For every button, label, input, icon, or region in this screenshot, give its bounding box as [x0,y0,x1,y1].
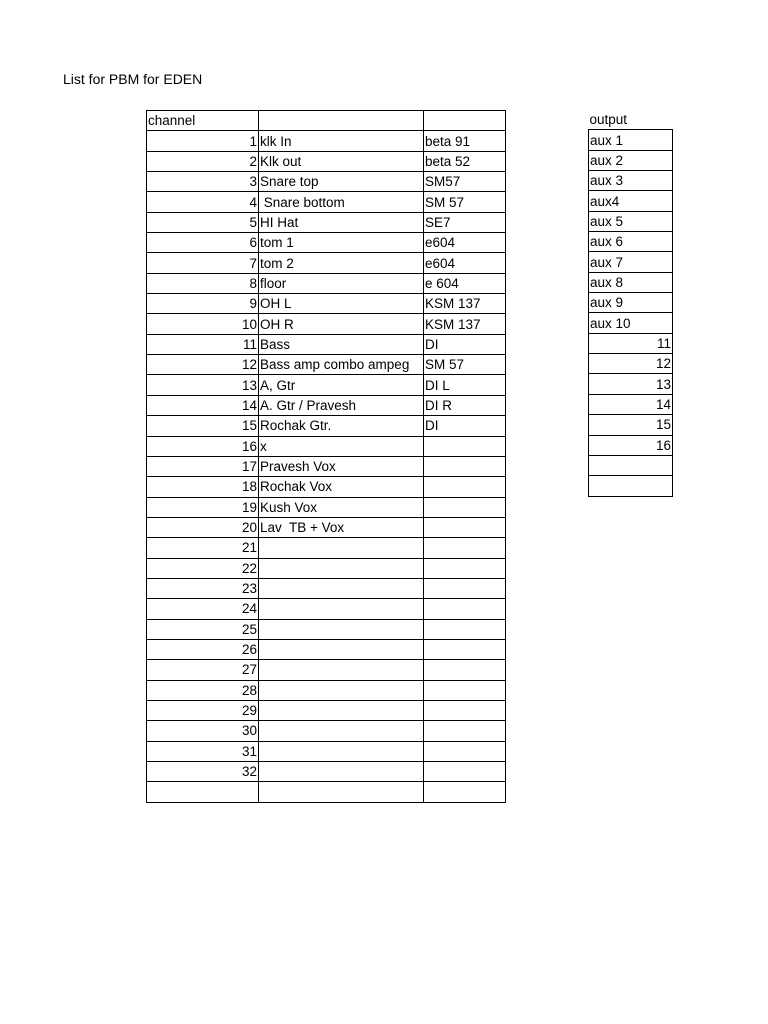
microphone-cell[interactable] [424,762,506,782]
instrument-cell[interactable]: Bass amp combo ampeg [259,355,424,375]
microphone-cell[interactable]: DI R [424,395,506,415]
output-cell[interactable]: aux 6 [589,232,673,252]
channel-number-cell[interactable]: 30 [147,721,259,741]
output-row [589,232,673,252]
channel-number-cell[interactable]: 11 [147,334,259,354]
output-cell[interactable]: aux 7 [589,252,673,272]
instrument-cell[interactable]: OH R [259,314,424,334]
output-table [588,110,673,497]
channel-number-cell[interactable]: 5 [147,212,259,232]
channel-row [147,192,506,212]
output-cell[interactable] [589,455,673,475]
output-cell[interactable]: aux 3 [589,171,673,191]
microphone-cell[interactable] [424,558,506,578]
channel-number-cell[interactable]: 19 [147,497,259,517]
channel-row [147,314,506,334]
channel-row [147,660,506,680]
microphone-cell[interactable]: beta 91 [424,131,506,151]
channel-row [147,599,506,619]
instrument-cell[interactable] [259,762,424,782]
channel-number-cell[interactable]: 18 [147,477,259,497]
channel-row [147,212,506,232]
output-row [589,435,673,455]
channel-row [147,517,506,537]
channel-row [147,334,506,354]
channel-number-cell[interactable]: 32 [147,762,259,782]
microphone-cell[interactable]: e 604 [424,273,506,293]
instrument-cell[interactable] [259,741,424,761]
channel-number-cell[interactable]: 26 [147,639,259,659]
instrument-cell[interactable]: floor [259,273,424,293]
channel-row [147,233,506,253]
microphone-cell[interactable] [424,619,506,639]
instrument-cell[interactable]: Kush Vox [259,497,424,517]
instrument-cell[interactable]: A. Gtr / Pravesh [259,395,424,415]
output-cell[interactable]: 14 [589,394,673,414]
channel-number-cell[interactable]: 29 [147,700,259,720]
channel-number-cell[interactable]: 2 [147,151,259,171]
channel-number-cell[interactable]: 7 [147,253,259,273]
output-header-row [589,110,673,130]
microphone-cell[interactable] [424,517,506,537]
instrument-cell[interactable] [259,619,424,639]
output-cell[interactable]: aux 1 [589,130,673,150]
instrument-cell[interactable] [259,721,424,741]
output-cell[interactable]: 16 [589,435,673,455]
microphone-cell[interactable] [424,578,506,598]
microphone-cell[interactable] [424,497,506,517]
instrument-cell[interactable]: klk In [259,131,424,151]
instrument-cell[interactable]: HI Hat [259,212,424,232]
output-row [589,272,673,292]
channel-row [147,375,506,395]
microphone-cell[interactable]: KSM 137 [424,314,506,334]
microphone-cell[interactable]: e604 [424,233,506,253]
microphone-cell[interactable] [424,436,506,456]
instrument-cell[interactable]: A, Gtr [259,375,424,395]
instrument-cell[interactable]: x [259,436,424,456]
instrument-cell[interactable]: Snare top [259,172,424,192]
microphone-cell[interactable]: SM 57 [424,192,506,212]
microphone-cell[interactable]: DI [424,334,506,354]
channel-number-cell[interactable]: 6 [147,233,259,253]
channel-row [147,782,506,802]
microphone-cell[interactable] [424,782,506,802]
document-title: List for PBM for EDEN [63,71,203,87]
output-cell[interactable]: aux 2 [589,150,673,170]
instrument-cell[interactable] [259,538,424,558]
channel-header-row [147,111,506,131]
microphone-cell[interactable] [424,477,506,497]
microphone-cell[interactable]: DI L [424,375,506,395]
channel-number-cell[interactable]: 13 [147,375,259,395]
channel-row [147,639,506,659]
output-cell[interactable]: aux 8 [589,272,673,292]
output-cell[interactable]: 15 [589,415,673,435]
instrument-cell[interactable]: Snare bottom [259,192,424,212]
output-cell[interactable]: 11 [589,333,673,353]
channel-row [147,253,506,273]
channel-row [147,538,506,558]
channel-row [147,558,506,578]
microphone-cell[interactable] [424,700,506,720]
output-row [589,374,673,394]
instrument-cell[interactable] [259,599,424,619]
microphone-cell[interactable] [424,741,506,761]
instrument-cell[interactable] [259,558,424,578]
channel-header-cell[interactable] [259,111,424,131]
channel-number-cell[interactable]: 10 [147,314,259,334]
output-row [589,293,673,313]
channel-number-cell[interactable]: 22 [147,558,259,578]
channel-number-cell[interactable] [147,782,259,802]
instrument-cell[interactable] [259,700,424,720]
output-row [589,354,673,374]
channel-row [147,436,506,456]
output-row [589,313,673,333]
output-row [589,171,673,191]
channel-number-cell[interactable]: 9 [147,294,259,314]
microphone-cell[interactable] [424,680,506,700]
channel-row [147,416,506,436]
output-cell[interactable]: aux4 [589,191,673,211]
channel-number-cell[interactable]: 31 [147,741,259,761]
channel-row [147,395,506,415]
channel-row [147,355,506,375]
instrument-cell[interactable]: tom 1 [259,233,424,253]
channel-number-cell[interactable]: 20 [147,517,259,537]
microphone-cell[interactable] [424,599,506,619]
channel-number-cell[interactable]: 25 [147,619,259,639]
output-row [589,455,673,475]
instrument-cell[interactable]: Lav TB + Vox [259,517,424,537]
output-row [589,415,673,435]
channel-row [147,497,506,517]
output-row [589,394,673,414]
channel-row [147,741,506,761]
channel-number-cell[interactable]: 14 [147,395,259,415]
channel-row [147,680,506,700]
instrument-cell[interactable] [259,578,424,598]
channel-number-cell[interactable]: 16 [147,436,259,456]
channel-row [147,477,506,497]
channel-row [147,700,506,720]
instrument-cell[interactable]: Klk out [259,151,424,171]
output-header-cell[interactable]: output [589,112,628,128]
output-cell[interactable]: aux 10 [589,313,673,333]
output-cell[interactable]: aux 5 [589,211,673,231]
output-row [589,211,673,231]
output-cell[interactable]: 13 [589,374,673,394]
channel-number-cell[interactable]: 4 [147,192,259,212]
channel-row [147,762,506,782]
channel-number-cell[interactable]: 21 [147,538,259,558]
channel-number-cell[interactable]: 8 [147,273,259,293]
output-row [589,476,673,496]
microphone-cell[interactable] [424,538,506,558]
microphone-cell[interactable] [424,639,506,659]
output-row [589,150,673,170]
instrument-cell[interactable]: Rochak Vox [259,477,424,497]
channel-number-cell[interactable]: 15 [147,416,259,436]
instrument-cell[interactable]: Rochak Gtr. [259,416,424,436]
channel-header-cell[interactable]: channel [147,111,259,131]
channel-row [147,151,506,171]
channel-row [147,578,506,598]
microphone-cell[interactable]: e604 [424,253,506,273]
channel-header-cell[interactable] [424,111,506,131]
instrument-cell[interactable] [259,680,424,700]
instrument-cell[interactable] [259,660,424,680]
microphone-cell[interactable]: beta 52 [424,151,506,171]
channel-row [147,172,506,192]
microphone-cell[interactable] [424,721,506,741]
instrument-cell[interactable]: tom 2 [259,253,424,273]
output-cell[interactable]: 12 [589,354,673,374]
channel-row [147,619,506,639]
microphone-cell[interactable]: SE7 [424,212,506,232]
output-cell[interactable]: aux 9 [589,293,673,313]
instrument-cell[interactable]: Bass [259,334,424,354]
instrument-cell[interactable]: OH L [259,294,424,314]
microphone-cell[interactable] [424,660,506,680]
channel-number-cell[interactable]: 17 [147,456,259,476]
channel-row [147,131,506,151]
channel-number-cell[interactable]: 12 [147,355,259,375]
channel-row [147,456,506,476]
output-row [589,191,673,211]
output-row [589,252,673,272]
microphone-cell[interactable] [424,456,506,476]
channel-number-cell[interactable]: 24 [147,599,259,619]
channel-row [147,294,506,314]
channel-table [146,110,506,803]
channel-number-cell[interactable]: 23 [147,578,259,598]
channel-row [147,721,506,741]
microphone-cell[interactable]: DI [424,416,506,436]
channel-number-cell[interactable]: 3 [147,172,259,192]
channel-number-cell[interactable]: 1 [147,131,259,151]
output-row [589,333,673,353]
output-row [589,130,673,150]
channel-number-cell[interactable]: 28 [147,680,259,700]
microphone-cell[interactable]: KSM 137 [424,294,506,314]
channel-number-cell[interactable]: 27 [147,660,259,680]
instrument-cell[interactable] [259,782,424,802]
channel-row [147,273,506,293]
output-cell[interactable] [589,476,673,496]
instrument-cell[interactable] [259,639,424,659]
microphone-cell[interactable]: SM 57 [424,355,506,375]
microphone-cell[interactable]: SM57 [424,172,506,192]
instrument-cell[interactable]: Pravesh Vox [259,456,424,476]
